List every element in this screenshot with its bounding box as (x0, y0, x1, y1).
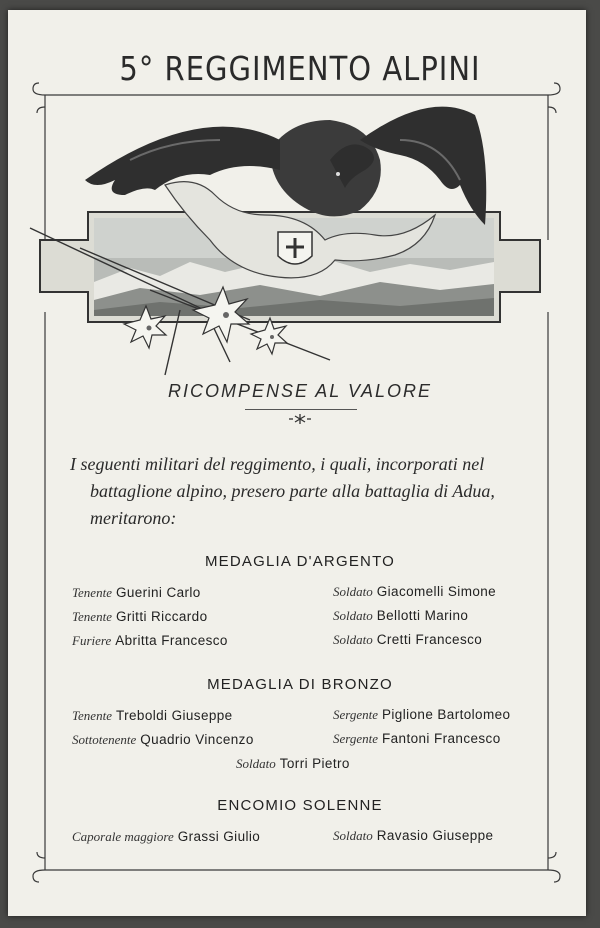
soldier-name: Torri Pietro (279, 756, 350, 771)
list-item (72, 633, 228, 649)
list-item (333, 828, 493, 844)
intro-line: I seguenti militari del reggimento, i quali, incorporati nel (70, 454, 485, 474)
soldier-name: Ravasio Giuseppe (376, 828, 494, 843)
rank-label: Soldato (236, 756, 276, 771)
rank-label: Soldato (333, 584, 373, 599)
soldier-name: Abritta Francesco (115, 633, 228, 648)
list-item (72, 609, 207, 625)
rank-label: Tenente (72, 585, 112, 600)
list-item (72, 829, 260, 845)
soldier-name: Fantoni Francesco (382, 731, 501, 746)
list-item (333, 707, 510, 723)
intro-line: meritarono: (90, 508, 177, 528)
subtitle: RICOMPENSE AL VALORE (167, 381, 433, 401)
section-heading: MEDAGLIA D'ARGENTO (204, 553, 396, 570)
rank-label: Caporale maggiore (72, 829, 174, 844)
soldier-name: Giacomelli Simone (376, 584, 497, 599)
list-item (333, 584, 496, 600)
section-heading: MEDAGLIA DI BRONZO (207, 676, 393, 693)
rank-label: Furiere (72, 633, 112, 648)
list-item (72, 732, 254, 748)
intro-paragraph (70, 451, 550, 532)
page-title: 5° REGGIMENTO ALPINI (119, 49, 481, 89)
list-item (333, 731, 501, 747)
list-item (236, 756, 350, 772)
list-item (72, 708, 233, 724)
divider (245, 409, 357, 410)
rank-label: Sottotenente (72, 732, 137, 747)
soldier-name: Treboldi Giuseppe (115, 708, 233, 723)
list-item (333, 608, 468, 624)
rank-label: Sergente (333, 731, 378, 746)
soldier-name: Gritti Riccardo (115, 609, 208, 624)
section-heading: ENCOMIO SOLENNE (217, 797, 383, 814)
soldier-name: Bellotti Marino (376, 608, 469, 623)
rank-label: Tenente (72, 708, 112, 723)
rank-label: Tenente (72, 609, 112, 624)
soldier-name: Guerini Carlo (115, 585, 201, 600)
rank-label: Soldato (333, 608, 373, 623)
rank-label: Soldato (333, 828, 373, 843)
soldier-name: Grassi Giulio (177, 829, 261, 844)
soldier-name: Quadrio Vincenzo (140, 732, 254, 747)
soldier-name: Cretti Francesco (376, 632, 483, 647)
soldier-name: Piglione Bartolomeo (382, 707, 511, 722)
list-item (333, 632, 482, 648)
rank-label: Soldato (333, 632, 373, 647)
star-ornament-icon (286, 411, 314, 427)
intro-line: battaglione alpino, presero parte alla battaglia di Adua, (90, 481, 495, 501)
rank-label: Sergente (333, 707, 378, 722)
list-item (72, 585, 201, 601)
